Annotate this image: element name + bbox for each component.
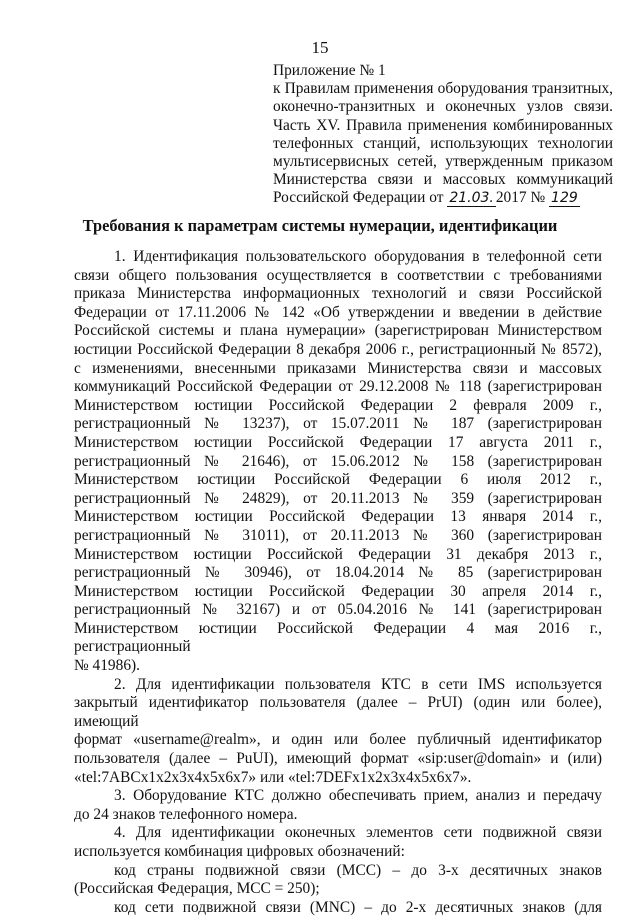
p1-line: коммуникаций Российской Федерации от 29.12.2008 № 118 (зарегистрирован bbox=[74, 378, 602, 396]
order-year: 2017 № bbox=[495, 189, 546, 207]
p1-last-line: № 41986). bbox=[74, 657, 140, 675]
p2-line: формат «username@realm», и один или более публичный идентификатор bbox=[74, 731, 602, 749]
p2-line: закрытый идентификатор пользователя (далее – PrUI) (один или более), имеющий bbox=[74, 694, 602, 730]
p2-line: 2. Для идентификации пользователя КТС в сети IMS используется bbox=[114, 675, 602, 693]
p1-line: Федерации от 17.11.2006 № 142 «Об утверждении и введении в действие bbox=[74, 303, 602, 321]
p1-line: Министерством юстиции Российской Федерации 30 апреля 2014 г., bbox=[74, 582, 602, 600]
p1-line: регистрационный № 32167) и от 05.04.2016 № 141 (зарегистрирован bbox=[74, 601, 602, 619]
annex-line: Министерства связи и массовых коммуникаций bbox=[273, 171, 613, 189]
handwritten-order-number: 129 bbox=[551, 190, 578, 207]
page-number: 15 bbox=[311, 38, 329, 57]
p1-line: регистрационный № 31011), от 20.11.2013 № 360 (зарегистрирован bbox=[74, 526, 602, 544]
annex-order-line bbox=[273, 189, 613, 207]
annex-line: Часть XV. Правила применения комбинированных bbox=[273, 116, 613, 134]
p1-line: 1. Идентификация пользовательского оборудования в телефонной сети bbox=[114, 248, 602, 265]
p4-line: 4. Для идентификации оконечных элементов сети подвижной связи bbox=[114, 824, 602, 842]
order-prefix: Российской Федерации от bbox=[273, 189, 444, 207]
annex-line: оконечно-транзитных и оконечных узлов связи. bbox=[273, 98, 613, 116]
p5-line: код страны подвижной связи (MCC) – до 3-х десятичных знаков bbox=[114, 861, 602, 879]
p1-line: Министерством юстиции Российской Федерации 17 августа 2011 г., bbox=[74, 433, 602, 451]
p1-line: регистрационный № 13237), от 15.07.2011 № 187 (зарегистрирован bbox=[74, 415, 602, 433]
p1-line: связи общего пользования осуществляется в соответствии с требованиями bbox=[74, 266, 602, 284]
annex-line: телефонных станций, использующих технологии bbox=[273, 134, 613, 152]
p4-last-line: используется комбинация цифровых обозначений: bbox=[74, 843, 405, 860]
p2-last-line: «tel:7ABCx1x2x3x4x5x6x7» или «tel:7DEFx1x2x3x4x5x6x7». bbox=[74, 768, 472, 786]
p1-line: Министерством юстиции Российской Федерации 13 января 2014 г., bbox=[74, 508, 602, 526]
p1-line: Российской системы и плана нумерации» (зарегистрирован Министерством bbox=[74, 322, 602, 340]
annex-header bbox=[273, 62, 613, 208]
p3-last-line: до 24 знаков телефонного номера. bbox=[74, 805, 298, 823]
p1-line: Министерством юстиции Российской Федерации 31 декабря 2013 г., bbox=[74, 545, 602, 563]
p5-last-line: (Российская Федерация, MCC = 250); bbox=[74, 880, 320, 898]
p1-line: юстиции Российской Федерации 8 декабря 2006 г., регистрационный № 8572), bbox=[74, 340, 602, 358]
annex-line: к Правилам применения оборудования транзитных, bbox=[273, 80, 613, 98]
p1-line: приказа Министерства информационных технологий и связи Российской bbox=[74, 285, 602, 303]
document-title: Требования к параметрам системы нумерации, идентификации bbox=[82, 216, 558, 235]
p1-line: Министерством юстиции Российской Федерации 2 февраля 2009 г., bbox=[74, 396, 602, 414]
p1-line: с изменениями, внесенными приказами Министерства связи и массовых bbox=[74, 359, 602, 377]
handwritten-date: 21.03. bbox=[449, 190, 494, 207]
p1-line: регистрационный № 30946), от 18.04.2014 № 85 (зарегистрирован bbox=[74, 564, 602, 582]
p2-line: пользователя (далее – PuUI), имеющий формат «sip:user@domain» и (или) bbox=[74, 750, 602, 768]
annex-line: мультисервисных сетей, утвержденным приказом bbox=[273, 153, 613, 171]
p1-line: регистрационный № 21646), от 15.06.2012 № 158 (зарегистрирован bbox=[74, 452, 602, 470]
p1-line: Министерством юстиции Российской Федерации 6 июля 2012 г., bbox=[74, 471, 602, 489]
document-body bbox=[74, 248, 602, 917]
p1-line: Министерством юстиции Российской Федерации 4 мая 2016 г., регистрационный bbox=[74, 619, 602, 656]
annex-heading: Приложение № 1 bbox=[273, 62, 386, 79]
p6-line: код сети подвижной связи (MNC) – до 2-х десятичных знаков (для bbox=[114, 898, 602, 916]
p1-line: регистрационный № 24829), от 20.11.2013 № 359 (зарегистрирован bbox=[74, 489, 602, 507]
p3-line: 3. Оборудование КТС должно обеспечивать прием, анализ и передачу bbox=[114, 787, 602, 805]
